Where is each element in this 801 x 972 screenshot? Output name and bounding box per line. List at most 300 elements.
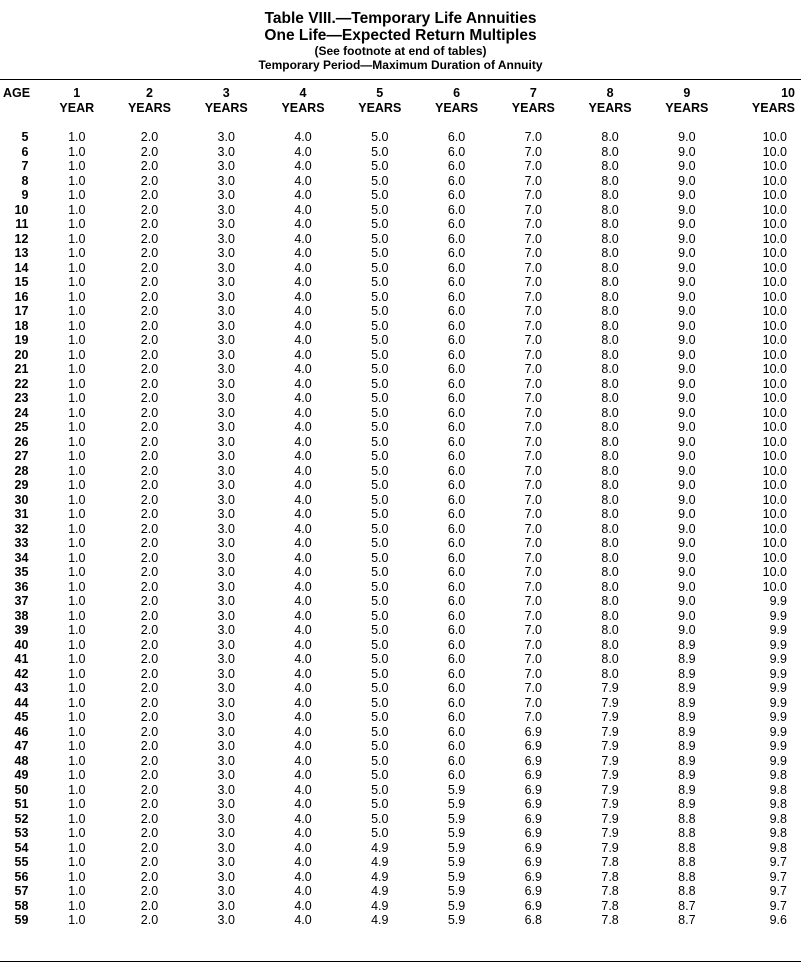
multiple-cell: 2.0 [140, 449, 159, 463]
multiple-cell: 1.0 [68, 652, 86, 666]
multiple-cell: 3.0 [217, 681, 235, 695]
multiple-cell: 1.0 [68, 173, 86, 188]
multiple-cell: 8.0 [601, 202, 619, 217]
multiple-cell: 5.0 [371, 637, 389, 652]
multiple-cell: 5.0 [371, 463, 389, 478]
multiple-cell: 10.0 [762, 260, 787, 275]
multiple-cell: 3.0 [217, 884, 235, 898]
age-cell: 38 [14, 608, 29, 623]
multiple-cell: 8.0 [601, 579, 619, 594]
multiple-cell: 9.7 [769, 869, 787, 884]
multiple-cell: 9.9 [769, 681, 787, 695]
multiple-cell: 2.0 [140, 710, 159, 724]
multiple-cell: 8.0 [601, 391, 619, 405]
multiple-cell: 3.0 [217, 565, 235, 579]
multiple-cell: 1.0 [68, 507, 86, 521]
multiple-cell: 10.0 [762, 347, 787, 362]
multiple-cell: 9.9 [769, 724, 787, 739]
table-row [0, 304, 801, 319]
multiple-cell: 1.0 [68, 304, 86, 318]
multiple-cell: 4.0 [294, 855, 312, 869]
multiple-cell: 2.0 [140, 492, 159, 507]
age-cell: 13 [14, 246, 29, 260]
multiple-cell: 2.0 [140, 840, 159, 855]
multiple-cell: 10.0 [762, 434, 787, 449]
multiple-cell: 6.9 [524, 724, 542, 739]
table-row [0, 725, 801, 740]
multiple-cell: 8.0 [601, 652, 619, 666]
multiple-cell: 7.9 [601, 724, 619, 739]
table-row [0, 261, 801, 276]
multiple-cell: 4.0 [294, 753, 312, 768]
multiple-cell: 6.0 [447, 144, 466, 159]
multiple-cell: 3.0 [217, 347, 235, 362]
multiple-cell: 5.0 [371, 260, 389, 275]
multiple-cell: 6.0 [447, 550, 466, 565]
multiple-cell: 4.0 [294, 695, 312, 710]
age-cell: 14 [14, 260, 29, 275]
column-header-2-years: 2 YEARS [127, 86, 172, 115]
column-header-1-year: 1 YEAR [59, 86, 95, 115]
multiple-cell: 7.9 [601, 840, 619, 855]
multiple-cell: 1.0 [68, 594, 86, 608]
multiple-cell: 7.0 [524, 246, 542, 260]
multiple-cell: 7.0 [524, 173, 542, 188]
multiple-cell: 8.0 [601, 405, 619, 420]
multiple-cell: 7.0 [524, 304, 542, 318]
multiple-cell: 5.9 [447, 797, 466, 811]
table-row [0, 319, 801, 334]
multiple-cell: 5.0 [371, 159, 389, 173]
multiple-cell: 6.0 [447, 173, 466, 188]
multiple-cell: 6.9 [524, 869, 542, 884]
multiple-cell: 3.0 [217, 768, 235, 782]
multiple-cell: 7.0 [524, 652, 542, 666]
multiple-cell: 2.0 [140, 318, 159, 333]
multiple-cell: 8.0 [601, 130, 619, 144]
multiple-cell: 9.9 [769, 652, 787, 666]
multiple-cell: 1.0 [68, 782, 86, 797]
multiple-cell: 8.9 [678, 637, 696, 652]
multiple-cell: 4.0 [294, 289, 312, 304]
multiple-cell: 5.0 [371, 797, 389, 811]
multiple-cell: 2.0 [140, 202, 159, 217]
multiple-cell: 5.0 [371, 623, 389, 637]
age-cell: 31 [14, 507, 29, 521]
multiple-cell: 8.0 [601, 434, 619, 449]
multiple-cell: 2.0 [140, 811, 159, 826]
multiple-cell: 8.0 [601, 637, 619, 652]
multiple-cell: 5.0 [371, 826, 389, 840]
age-cell: 37 [14, 594, 29, 608]
multiple-cell: 2.0 [140, 724, 159, 739]
table-row [0, 623, 801, 638]
multiple-cell: 7.9 [601, 681, 619, 695]
multiple-cell: 4.0 [294, 463, 312, 478]
multiple-cell: 4.0 [294, 550, 312, 565]
multiple-cell: 4.0 [294, 420, 312, 434]
multiple-cell: 5.9 [447, 913, 466, 927]
multiple-cell: 5.0 [371, 579, 389, 594]
table-row [0, 681, 801, 696]
age-cell: 54 [14, 840, 29, 855]
multiple-cell: 3.0 [217, 289, 235, 304]
multiple-cell: 6.0 [447, 376, 466, 391]
multiple-cell: 6.9 [524, 753, 542, 768]
multiple-cell: 9.0 [678, 420, 696, 434]
table-row [0, 551, 801, 566]
multiple-cell: 6.9 [524, 797, 542, 811]
multiple-cell: 9.0 [678, 188, 696, 202]
multiple-cell: 1.0 [68, 420, 86, 434]
age-cell: 26 [14, 434, 29, 449]
multiple-cell: 4.0 [294, 797, 312, 811]
multiple-cell: 8.0 [601, 159, 619, 173]
table-row [0, 841, 801, 856]
multiple-cell: 3.0 [217, 521, 235, 536]
multiple-cell: 10.0 [762, 463, 787, 478]
age-cell: 51 [14, 797, 29, 811]
multiple-cell: 8.0 [601, 260, 619, 275]
multiple-cell: 6.0 [447, 753, 466, 768]
multiple-cell: 8.8 [678, 826, 696, 840]
multiple-cell: 7.0 [524, 550, 542, 565]
multiple-cell: 7.8 [601, 898, 619, 913]
multiple-cell: 7.8 [601, 884, 619, 898]
multiple-cell: 10.0 [762, 318, 787, 333]
multiple-cell: 5.0 [371, 594, 389, 608]
multiple-cell: 9.0 [678, 289, 696, 304]
multiple-cell: 8.9 [678, 652, 696, 666]
age-cell: 10 [14, 202, 29, 217]
multiple-cell: 9.8 [769, 840, 787, 855]
multiple-cell: 8.0 [601, 144, 619, 159]
multiple-cell: 9.0 [678, 333, 696, 347]
multiple-cell: 1.0 [68, 289, 86, 304]
multiple-cell: 1.0 [68, 826, 86, 840]
table-row [0, 174, 801, 189]
multiple-cell: 8.9 [678, 753, 696, 768]
multiple-cell: 2.0 [140, 275, 159, 289]
age-cell: 5 [21, 130, 29, 144]
multiple-cell: 4.0 [294, 521, 312, 536]
multiple-cell: 8.0 [601, 623, 619, 637]
multiple-cell: 6.0 [447, 637, 466, 652]
multiple-cell: 6.0 [447, 739, 466, 753]
multiple-cell: 3.0 [217, 579, 235, 594]
multiple-cell: 8.0 [601, 362, 619, 376]
multiple-cell: 1.0 [68, 811, 86, 826]
multiple-cell: 4.0 [294, 449, 312, 463]
multiple-cell: 2.0 [140, 463, 159, 478]
multiple-cell: 8.0 [601, 521, 619, 536]
multiple-cell: 1.0 [68, 681, 86, 695]
multiple-cell: 4.0 [294, 434, 312, 449]
multiple-cell: 9.7 [769, 855, 787, 869]
table-row [0, 826, 801, 841]
multiple-cell: 1.0 [68, 637, 86, 652]
multiple-cell: 5.0 [371, 333, 389, 347]
multiple-cell: 6.0 [447, 434, 466, 449]
multiple-cell: 6.0 [447, 333, 466, 347]
multiple-cell: 1.0 [68, 768, 86, 782]
multiple-cell: 2.0 [140, 623, 159, 637]
multiple-cell: 5.0 [371, 666, 389, 681]
multiple-cell: 7.0 [524, 130, 542, 144]
multiple-cell: 1.0 [68, 898, 86, 913]
multiple-cell: 9.0 [678, 231, 696, 246]
multiple-cell: 2.0 [140, 855, 159, 869]
multiple-cell: 4.0 [294, 159, 312, 173]
table-row [0, 203, 801, 218]
table-row [0, 507, 801, 522]
multiple-cell: 3.0 [217, 275, 235, 289]
age-cell: 53 [14, 826, 29, 840]
table-row [0, 464, 801, 479]
multiple-cell: 6.0 [447, 318, 466, 333]
multiple-cell: 2.0 [140, 217, 159, 231]
multiple-cell: 4.0 [294, 231, 312, 246]
age-cell: 57 [14, 884, 29, 898]
multiple-cell: 8.9 [678, 666, 696, 681]
multiple-cell: 5.0 [371, 217, 389, 231]
multiple-cell: 5.0 [371, 695, 389, 710]
multiple-cell: 5.0 [371, 173, 389, 188]
table-row [0, 478, 801, 493]
age-cell: 24 [14, 405, 29, 420]
multiple-cell: 3.0 [217, 434, 235, 449]
multiple-cell: 3.0 [217, 753, 235, 768]
multiple-cell: 5.0 [371, 246, 389, 260]
multiple-cell: 3.0 [217, 724, 235, 739]
multiple-cell: 6.0 [447, 405, 466, 420]
multiple-cell: 7.0 [524, 594, 542, 608]
multiple-cell: 4.0 [294, 217, 312, 231]
multiple-cell: 7.0 [524, 478, 542, 492]
multiple-cell: 1.0 [68, 710, 86, 724]
multiple-cell: 8.7 [678, 913, 696, 927]
multiple-cell: 4.0 [294, 130, 312, 144]
multiple-cell: 4.0 [294, 594, 312, 608]
multiple-cell: 7.0 [524, 463, 542, 478]
multiple-cell: 1.0 [68, 913, 86, 927]
multiple-cell: 10.0 [762, 333, 787, 347]
multiple-cell: 2.0 [140, 869, 159, 884]
multiple-cell: 2.0 [140, 434, 159, 449]
table-row [0, 435, 801, 450]
multiple-cell: 7.0 [524, 318, 542, 333]
multiple-cell: 2.0 [140, 739, 159, 753]
multiple-cell: 4.0 [294, 478, 312, 492]
multiple-cell: 9.0 [678, 579, 696, 594]
multiple-cell: 8.0 [601, 347, 619, 362]
multiple-cell: 9.0 [678, 507, 696, 521]
multiple-cell: 1.0 [68, 202, 86, 217]
multiple-cell: 6.0 [447, 608, 466, 623]
multiple-cell: 8.0 [601, 449, 619, 463]
table-row [0, 783, 801, 798]
table-row [0, 652, 801, 667]
multiple-cell: 2.0 [140, 826, 159, 840]
multiple-cell: 6.9 [524, 782, 542, 797]
multiple-cell: 7.0 [524, 449, 542, 463]
table-row [0, 391, 801, 406]
column-header-7-years: 7 YEARS [511, 86, 555, 115]
multiple-cell: 6.0 [447, 565, 466, 579]
multiple-cell: 2.0 [140, 362, 159, 376]
age-cell: 12 [14, 231, 29, 246]
multiple-cell: 3.0 [217, 782, 235, 797]
multiple-cell: 9.0 [678, 376, 696, 391]
table-row [0, 377, 801, 392]
multiple-cell: 9.8 [769, 797, 787, 811]
table-row [0, 609, 801, 624]
multiple-cell: 9.0 [678, 391, 696, 405]
multiple-cell: 3.0 [217, 376, 235, 391]
multiple-cell: 1.0 [68, 463, 86, 478]
multiple-cell: 10.0 [762, 449, 787, 463]
age-cell: 20 [14, 347, 29, 362]
multiple-cell: 7.0 [524, 376, 542, 391]
multiple-cell: 7.0 [524, 217, 542, 231]
multiple-cell: 10.0 [762, 289, 787, 304]
multiple-cell: 3.0 [217, 739, 235, 753]
multiple-cell: 5.0 [371, 434, 389, 449]
multiple-cell: 10.0 [762, 275, 787, 289]
table-row [0, 768, 801, 783]
table-row [0, 797, 801, 812]
multiple-cell: 3.0 [217, 666, 235, 681]
age-cell: 45 [14, 710, 29, 724]
multiple-cell: 2.0 [140, 608, 159, 623]
multiple-cell: 5.0 [371, 536, 389, 550]
multiple-cell: 2.0 [140, 797, 159, 811]
multiple-cell: 9.8 [769, 782, 787, 797]
multiple-cell: 2.0 [140, 391, 159, 405]
multiple-cell: 7.0 [524, 521, 542, 536]
footer-divider [0, 961, 801, 962]
multiple-cell: 1.0 [68, 391, 86, 405]
multiple-cell: 3.0 [217, 217, 235, 231]
multiple-cell: 8.0 [601, 333, 619, 347]
multiple-cell: 4.0 [294, 681, 312, 695]
age-cell: 11 [15, 217, 29, 231]
multiple-cell: 7.9 [601, 710, 619, 724]
multiple-cell: 8.0 [601, 246, 619, 260]
multiple-cell: 7.0 [524, 347, 542, 362]
age-cell: 58 [14, 898, 29, 913]
table-row [0, 667, 801, 682]
multiple-cell: 6.0 [447, 246, 466, 260]
multiple-cell: 7.9 [601, 797, 619, 811]
multiple-cell: 7.9 [601, 695, 619, 710]
multiple-cell: 9.0 [678, 173, 696, 188]
multiple-cell: 3.0 [217, 826, 235, 840]
multiple-cell: 6.0 [447, 362, 466, 376]
multiple-cell: 3.0 [217, 231, 235, 246]
multiple-cell: 9.0 [678, 275, 696, 289]
multiple-cell: 3.0 [217, 188, 235, 202]
multiple-cell: 9.7 [769, 884, 787, 898]
multiple-cell: 2.0 [140, 420, 159, 434]
multiple-cell: 1.0 [68, 246, 86, 260]
multiple-cell: 7.9 [601, 768, 619, 782]
multiple-cell: 5.0 [371, 492, 389, 507]
table-row [0, 884, 801, 899]
multiple-cell: 10.0 [762, 231, 787, 246]
multiple-cell: 7.0 [524, 159, 542, 173]
multiple-cell: 4.0 [294, 173, 312, 188]
multiple-cell: 5.0 [371, 478, 389, 492]
multiple-cell: 2.0 [140, 188, 159, 202]
multiple-cell: 1.0 [68, 579, 86, 594]
multiple-cell: 8.9 [678, 797, 696, 811]
multiple-cell: 3.0 [217, 130, 235, 144]
multiple-cell: 4.0 [294, 710, 312, 724]
multiple-cell: 6.0 [447, 768, 466, 782]
multiple-cell: 1.0 [68, 159, 86, 173]
table-row [0, 594, 801, 609]
multiple-cell: 4.0 [294, 884, 312, 898]
multiple-cell: 8.9 [678, 681, 696, 695]
multiple-cell: 10.0 [762, 478, 787, 492]
temporary-period-caption: Temporary Period—Maximum Duration of Annuity [258, 58, 543, 72]
multiple-cell: 7.0 [524, 608, 542, 623]
multiple-cell: 8.9 [678, 695, 696, 710]
multiple-cell: 3.0 [217, 362, 235, 376]
multiple-cell: 2.0 [140, 260, 159, 275]
multiple-cell: 1.0 [68, 724, 86, 739]
age-cell: 16 [14, 289, 29, 304]
multiple-cell: 6.0 [447, 536, 466, 550]
multiple-cell: 9.0 [678, 536, 696, 550]
multiple-cell: 4.0 [294, 623, 312, 637]
multiple-cell: 1.0 [68, 362, 86, 376]
multiple-cell: 4.0 [294, 565, 312, 579]
age-cell: 29 [14, 478, 29, 492]
table-row [0, 406, 801, 421]
multiple-cell: 6.8 [524, 913, 542, 927]
multiple-cell: 4.0 [294, 811, 312, 826]
table-row [0, 217, 801, 232]
multiple-cell: 7.0 [524, 623, 542, 637]
multiple-cell: 6.9 [524, 840, 542, 855]
multiple-cell: 4.0 [294, 826, 312, 840]
table-row [0, 522, 801, 537]
multiple-cell: 10.0 [762, 362, 787, 376]
table-title-block [0, 10, 801, 72]
multiple-cell: 5.0 [371, 724, 389, 739]
multiple-cell: 1.0 [68, 840, 86, 855]
multiple-cell: 1.0 [68, 188, 86, 202]
multiple-cell: 6.0 [447, 507, 466, 521]
column-header-4-years: 4 YEARS [281, 86, 325, 115]
multiple-cell: 7.0 [524, 637, 542, 652]
table-body [0, 130, 801, 928]
multiple-cell: 3.0 [217, 420, 235, 434]
multiple-cell: 8.8 [678, 811, 696, 826]
multiple-cell: 5.0 [371, 405, 389, 420]
multiple-cell: 10.0 [762, 217, 787, 231]
age-column-header: AGE [3, 86, 31, 100]
age-cell: 19 [14, 333, 29, 347]
multiple-cell: 3.0 [217, 202, 235, 217]
multiple-cell: 6.0 [447, 594, 466, 608]
multiple-cell: 2.0 [140, 231, 159, 246]
multiple-cell: 5.9 [447, 855, 466, 869]
multiple-cell: 6.0 [447, 391, 466, 405]
multiple-cell: 7.0 [524, 202, 542, 217]
